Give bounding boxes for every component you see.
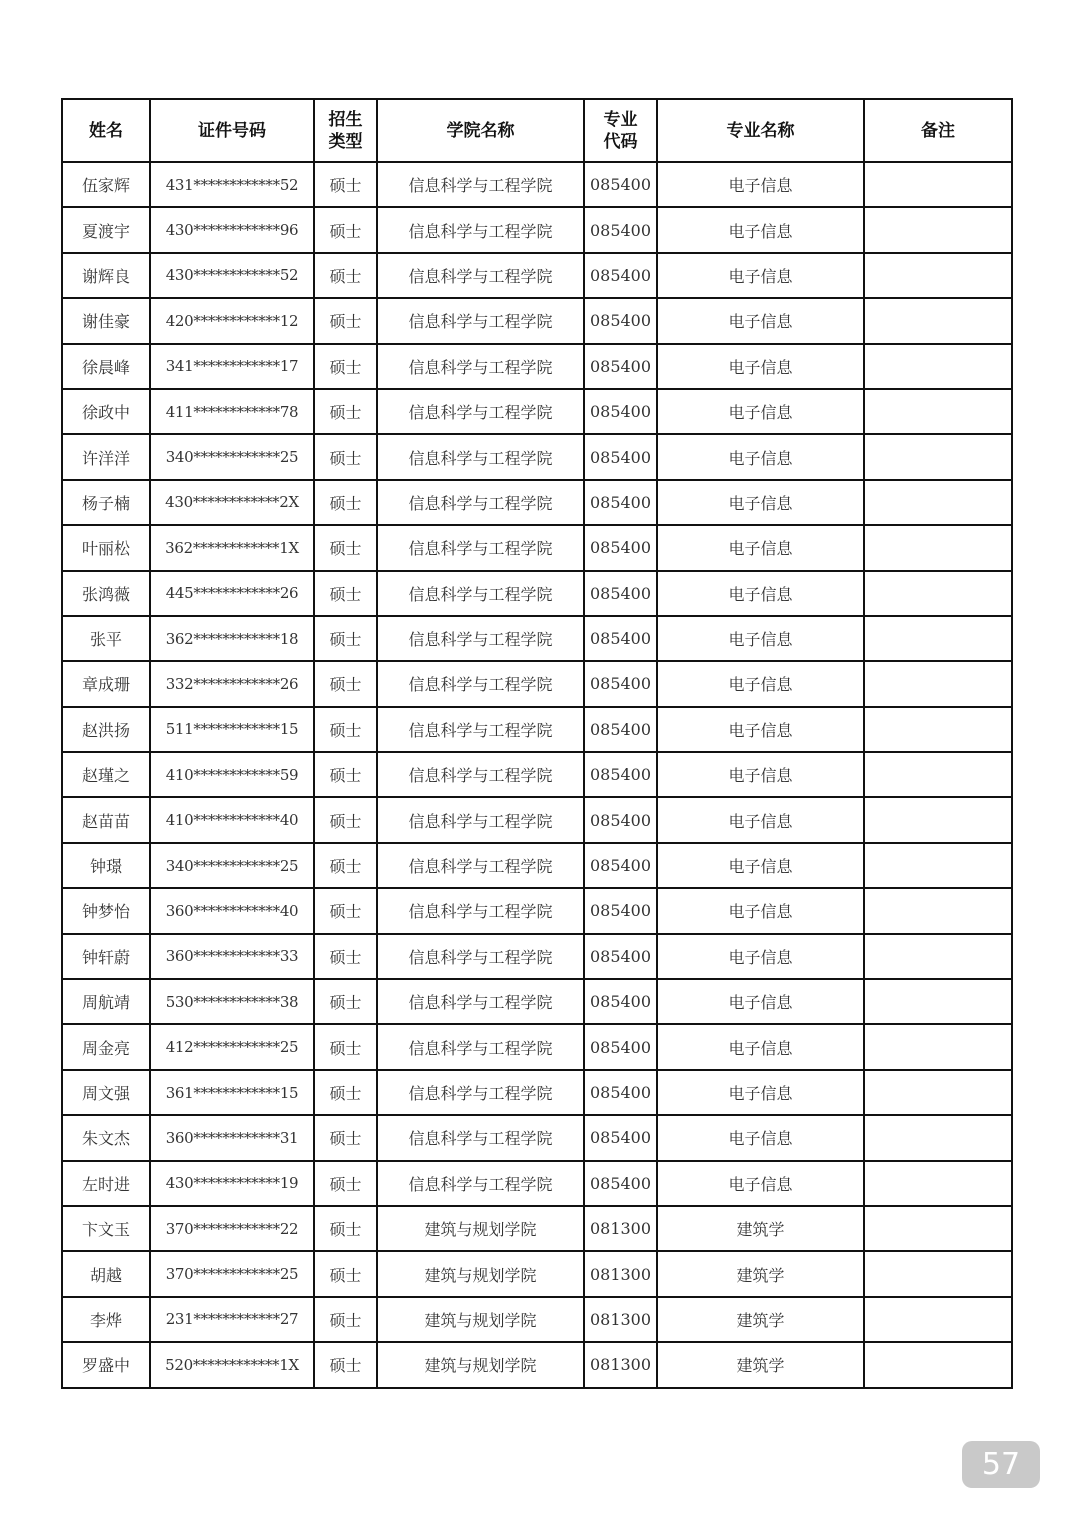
cell-major-name: 电子信息: [657, 298, 864, 343]
table-row: [62, 797, 1012, 842]
cell-remarks: [864, 1297, 1012, 1342]
cell-college: 信息科学与工程学院: [377, 525, 584, 570]
cell-college: 信息科学与工程学院: [377, 934, 584, 979]
header-row: [62, 99, 1012, 162]
header-name: 姓名: [62, 99, 150, 162]
table-row: [62, 571, 1012, 616]
cell-remarks: [864, 207, 1012, 252]
cell-remarks: [864, 797, 1012, 842]
cell-name: 徐晨峰: [62, 344, 150, 389]
cell-enroll-type: 硕士: [314, 843, 377, 888]
cell-id-number: 445************26: [150, 571, 314, 616]
cell-id-number: 431************52: [150, 162, 314, 207]
cell-major-code: 085400: [584, 707, 657, 752]
cell-remarks: [864, 979, 1012, 1024]
cell-college: 信息科学与工程学院: [377, 389, 584, 434]
cell-id-number: 412************25: [150, 1024, 314, 1069]
cell-id-number: 410************59: [150, 752, 314, 797]
table-row: [62, 298, 1012, 343]
cell-remarks: [864, 1024, 1012, 1069]
table-row: [62, 979, 1012, 1024]
cell-major-code: 085400: [584, 752, 657, 797]
cell-remarks: [864, 1251, 1012, 1296]
cell-id-number: 410************40: [150, 797, 314, 842]
cell-college: 建筑与规划学院: [377, 1297, 584, 1342]
cell-remarks: [864, 888, 1012, 933]
table-row: [62, 162, 1012, 207]
cell-major-code: 085400: [584, 1161, 657, 1206]
header-major-code-line2: 代码: [603, 131, 638, 152]
cell-id-number: 430************52: [150, 253, 314, 298]
cell-major-code: 085400: [584, 888, 657, 933]
cell-remarks: [864, 298, 1012, 343]
cell-id-number: 520************1X: [150, 1342, 314, 1387]
header-remarks: 备注: [864, 99, 1012, 162]
cell-major-name: 建筑学: [657, 1206, 864, 1251]
cell-major-code: 085400: [584, 1115, 657, 1160]
cell-remarks: [864, 1206, 1012, 1251]
cell-name: 许洋洋: [62, 434, 150, 479]
cell-remarks: [864, 752, 1012, 797]
cell-enroll-type: 硕士: [314, 1206, 377, 1251]
table-row: [62, 934, 1012, 979]
cell-remarks: [864, 843, 1012, 888]
cell-college: 信息科学与工程学院: [377, 661, 584, 706]
cell-id-number: 511************15: [150, 707, 314, 752]
cell-major-name: 电子信息: [657, 797, 864, 842]
table-row: [62, 389, 1012, 434]
cell-enroll-type: 硕士: [314, 344, 377, 389]
cell-id-number: 370************22: [150, 1206, 314, 1251]
cell-enroll-type: 硕士: [314, 1297, 377, 1342]
cell-name: 赵苗苗: [62, 797, 150, 842]
cell-id-number: 420************12: [150, 298, 314, 343]
cell-id-number: 341************17: [150, 344, 314, 389]
table-header: [62, 99, 1012, 162]
cell-id-number: 360************40: [150, 888, 314, 933]
cell-enroll-type: 硕士: [314, 1115, 377, 1160]
cell-major-code: 085400: [584, 253, 657, 298]
cell-major-name: 电子信息: [657, 162, 864, 207]
cell-major-code: 085400: [584, 344, 657, 389]
cell-major-code: 085400: [584, 480, 657, 525]
cell-enroll-type: 硕士: [314, 525, 377, 570]
cell-enroll-type: 硕士: [314, 752, 377, 797]
cell-remarks: [864, 616, 1012, 661]
cell-enroll-type: 硕士: [314, 1251, 377, 1296]
cell-college: 信息科学与工程学院: [377, 979, 584, 1024]
cell-remarks: [864, 389, 1012, 434]
header-major-name: 专业名称: [657, 99, 864, 162]
cell-major-name: 电子信息: [657, 1070, 864, 1115]
cell-name: 章成珊: [62, 661, 150, 706]
table-row: [62, 752, 1012, 797]
cell-enroll-type: 硕士: [314, 616, 377, 661]
cell-enroll-type: 硕士: [314, 1342, 377, 1387]
cell-enroll-type: 硕士: [314, 1070, 377, 1115]
cell-major-name: 电子信息: [657, 1161, 864, 1206]
table-row: [62, 616, 1012, 661]
cell-id-number: 430************96: [150, 207, 314, 252]
cell-major-code: 085400: [584, 797, 657, 842]
cell-remarks: [864, 434, 1012, 479]
cell-major-name: 电子信息: [657, 344, 864, 389]
header-enroll-type-line1: 招生: [328, 109, 363, 130]
cell-enroll-type: 硕士: [314, 797, 377, 842]
cell-enroll-type: 硕士: [314, 389, 377, 434]
cell-enroll-type: 硕士: [314, 571, 377, 616]
cell-name: 钟轩蔚: [62, 934, 150, 979]
cell-enroll-type: 硕士: [314, 707, 377, 752]
cell-remarks: [864, 934, 1012, 979]
cell-remarks: [864, 707, 1012, 752]
cell-name: 胡越: [62, 1251, 150, 1296]
cell-college: 信息科学与工程学院: [377, 207, 584, 252]
cell-name: 杨子楠: [62, 480, 150, 525]
cell-remarks: [864, 1115, 1012, 1160]
table-row: [62, 1342, 1012, 1387]
cell-major-code: 085400: [584, 571, 657, 616]
cell-major-name: 建筑学: [657, 1342, 864, 1387]
cell-name: 张平: [62, 616, 150, 661]
cell-major-code: 085400: [584, 525, 657, 570]
cell-name: 李烨: [62, 1297, 150, 1342]
table-row: [62, 1297, 1012, 1342]
table-row: [62, 344, 1012, 389]
cell-name: 徐政中: [62, 389, 150, 434]
cell-id-number: 332************26: [150, 661, 314, 706]
table-row: [62, 1161, 1012, 1206]
cell-college: 信息科学与工程学院: [377, 344, 584, 389]
cell-id-number: 361************15: [150, 1070, 314, 1115]
cell-remarks: [864, 480, 1012, 525]
cell-name: 伍家辉: [62, 162, 150, 207]
header-enroll-type: [314, 99, 377, 162]
table-row: [62, 1206, 1012, 1251]
cell-college: 信息科学与工程学院: [377, 888, 584, 933]
cell-college: 信息科学与工程学院: [377, 162, 584, 207]
cell-enroll-type: 硕士: [314, 979, 377, 1024]
table-row: [62, 1024, 1012, 1069]
cell-major-name: 电子信息: [657, 707, 864, 752]
cell-major-code: 085400: [584, 298, 657, 343]
cell-enroll-type: 硕士: [314, 480, 377, 525]
cell-college: 信息科学与工程学院: [377, 616, 584, 661]
cell-name: 谢辉良: [62, 253, 150, 298]
cell-id-number: 360************31: [150, 1115, 314, 1160]
cell-major-code: 081300: [584, 1297, 657, 1342]
cell-major-name: 电子信息: [657, 389, 864, 434]
cell-remarks: [864, 571, 1012, 616]
cell-remarks: [864, 162, 1012, 207]
cell-enroll-type: 硕士: [314, 888, 377, 933]
cell-major-code: 085400: [584, 616, 657, 661]
header-major-code-line1: 专业: [603, 109, 638, 130]
cell-college: 信息科学与工程学院: [377, 707, 584, 752]
cell-name: 钟梦怡: [62, 888, 150, 933]
cell-name: 赵瑾之: [62, 752, 150, 797]
cell-name: 左时进: [62, 1161, 150, 1206]
cell-name: 赵洪扬: [62, 707, 150, 752]
cell-major-code: 085400: [584, 934, 657, 979]
table-row: [62, 707, 1012, 752]
cell-enroll-type: 硕士: [314, 434, 377, 479]
cell-college: 信息科学与工程学院: [377, 1024, 584, 1069]
cell-major-code: 081300: [584, 1342, 657, 1387]
cell-major-code: 085400: [584, 661, 657, 706]
table-row: [62, 888, 1012, 933]
cell-remarks: [864, 1161, 1012, 1206]
table-row: [62, 207, 1012, 252]
cell-enroll-type: 硕士: [314, 253, 377, 298]
cell-major-name: 电子信息: [657, 752, 864, 797]
table-row: [62, 1115, 1012, 1160]
admission-roster-table: [61, 98, 1013, 1389]
cell-remarks: [864, 253, 1012, 298]
cell-college: 建筑与规划学院: [377, 1342, 584, 1387]
table-row: [62, 1251, 1012, 1296]
cell-college: 信息科学与工程学院: [377, 1161, 584, 1206]
cell-name: 周航靖: [62, 979, 150, 1024]
cell-major-name: 电子信息: [657, 1115, 864, 1160]
cell-college: 信息科学与工程学院: [377, 298, 584, 343]
table-row: [62, 661, 1012, 706]
cell-enroll-type: 硕士: [314, 162, 377, 207]
cell-major-name: 建筑学: [657, 1251, 864, 1296]
cell-id-number: 231************27: [150, 1297, 314, 1342]
cell-major-name: 电子信息: [657, 525, 864, 570]
page-number-badge: 57: [962, 1441, 1040, 1488]
cell-major-code: 085400: [584, 1024, 657, 1069]
header-enroll-type-line2: 类型: [328, 131, 363, 152]
cell-name: 夏渡宇: [62, 207, 150, 252]
cell-college: 信息科学与工程学院: [377, 1115, 584, 1160]
cell-college: 建筑与规划学院: [377, 1251, 584, 1296]
table-row: [62, 843, 1012, 888]
cell-name: 钟璟: [62, 843, 150, 888]
cell-college: 建筑与规划学院: [377, 1206, 584, 1251]
cell-remarks: [864, 344, 1012, 389]
header-college: 学院名称: [377, 99, 584, 162]
cell-remarks: [864, 661, 1012, 706]
cell-id-number: 360************33: [150, 934, 314, 979]
cell-id-number: 530************38: [150, 979, 314, 1024]
cell-major-name: 电子信息: [657, 480, 864, 525]
header-major-code: [584, 99, 657, 162]
cell-enroll-type: 硕士: [314, 207, 377, 252]
cell-major-code: 085400: [584, 843, 657, 888]
cell-major-name: 电子信息: [657, 979, 864, 1024]
cell-id-number: 430************2X: [150, 480, 314, 525]
cell-college: 信息科学与工程学院: [377, 571, 584, 616]
cell-id-number: 362************18: [150, 616, 314, 661]
cell-major-code: 085400: [584, 162, 657, 207]
cell-college: 信息科学与工程学院: [377, 752, 584, 797]
cell-major-code: 085400: [584, 207, 657, 252]
cell-remarks: [864, 1070, 1012, 1115]
table-row: [62, 480, 1012, 525]
table-row: [62, 1070, 1012, 1115]
cell-major-name: 电子信息: [657, 888, 864, 933]
cell-college: 信息科学与工程学院: [377, 434, 584, 479]
cell-remarks: [864, 525, 1012, 570]
cell-enroll-type: 硕士: [314, 1024, 377, 1069]
cell-major-name: 电子信息: [657, 934, 864, 979]
cell-enroll-type: 硕士: [314, 661, 377, 706]
cell-major-name: 电子信息: [657, 843, 864, 888]
cell-major-code: 085400: [584, 434, 657, 479]
cell-name: 卞文玉: [62, 1206, 150, 1251]
cell-id-number: 370************25: [150, 1251, 314, 1296]
cell-id-number: 362************1X: [150, 525, 314, 570]
cell-remarks: [864, 1342, 1012, 1387]
cell-major-name: 建筑学: [657, 1297, 864, 1342]
cell-major-name: 电子信息: [657, 571, 864, 616]
cell-major-name: 电子信息: [657, 434, 864, 479]
cell-college: 信息科学与工程学院: [377, 843, 584, 888]
cell-major-name: 电子信息: [657, 207, 864, 252]
cell-name: 罗盛中: [62, 1342, 150, 1387]
cell-id-number: 430************19: [150, 1161, 314, 1206]
cell-major-code: 085400: [584, 389, 657, 434]
cell-major-name: 电子信息: [657, 1024, 864, 1069]
cell-major-code: 085400: [584, 979, 657, 1024]
table-body: [62, 162, 1012, 1388]
cell-enroll-type: 硕士: [314, 934, 377, 979]
table-row: [62, 525, 1012, 570]
table-row: [62, 434, 1012, 479]
cell-college: 信息科学与工程学院: [377, 1070, 584, 1115]
cell-name: 周文强: [62, 1070, 150, 1115]
cell-major-code: 085400: [584, 1070, 657, 1115]
cell-enroll-type: 硕士: [314, 1161, 377, 1206]
cell-name: 朱文杰: [62, 1115, 150, 1160]
cell-name: 周金亮: [62, 1024, 150, 1069]
cell-id-number: 340************25: [150, 434, 314, 479]
cell-name: 谢佳豪: [62, 298, 150, 343]
cell-name: 叶丽松: [62, 525, 150, 570]
cell-name: 张鸿薇: [62, 571, 150, 616]
cell-id-number: 340************25: [150, 843, 314, 888]
cell-enroll-type: 硕士: [314, 298, 377, 343]
cell-college: 信息科学与工程学院: [377, 480, 584, 525]
table-row: [62, 253, 1012, 298]
cell-major-code: 081300: [584, 1251, 657, 1296]
cell-college: 信息科学与工程学院: [377, 253, 584, 298]
header-id-number: 证件号码: [150, 99, 314, 162]
cell-major-name: 电子信息: [657, 616, 864, 661]
cell-college: 信息科学与工程学院: [377, 797, 584, 842]
cell-id-number: 411************78: [150, 389, 314, 434]
cell-major-name: 电子信息: [657, 661, 864, 706]
cell-major-name: 电子信息: [657, 253, 864, 298]
cell-major-code: 081300: [584, 1206, 657, 1251]
